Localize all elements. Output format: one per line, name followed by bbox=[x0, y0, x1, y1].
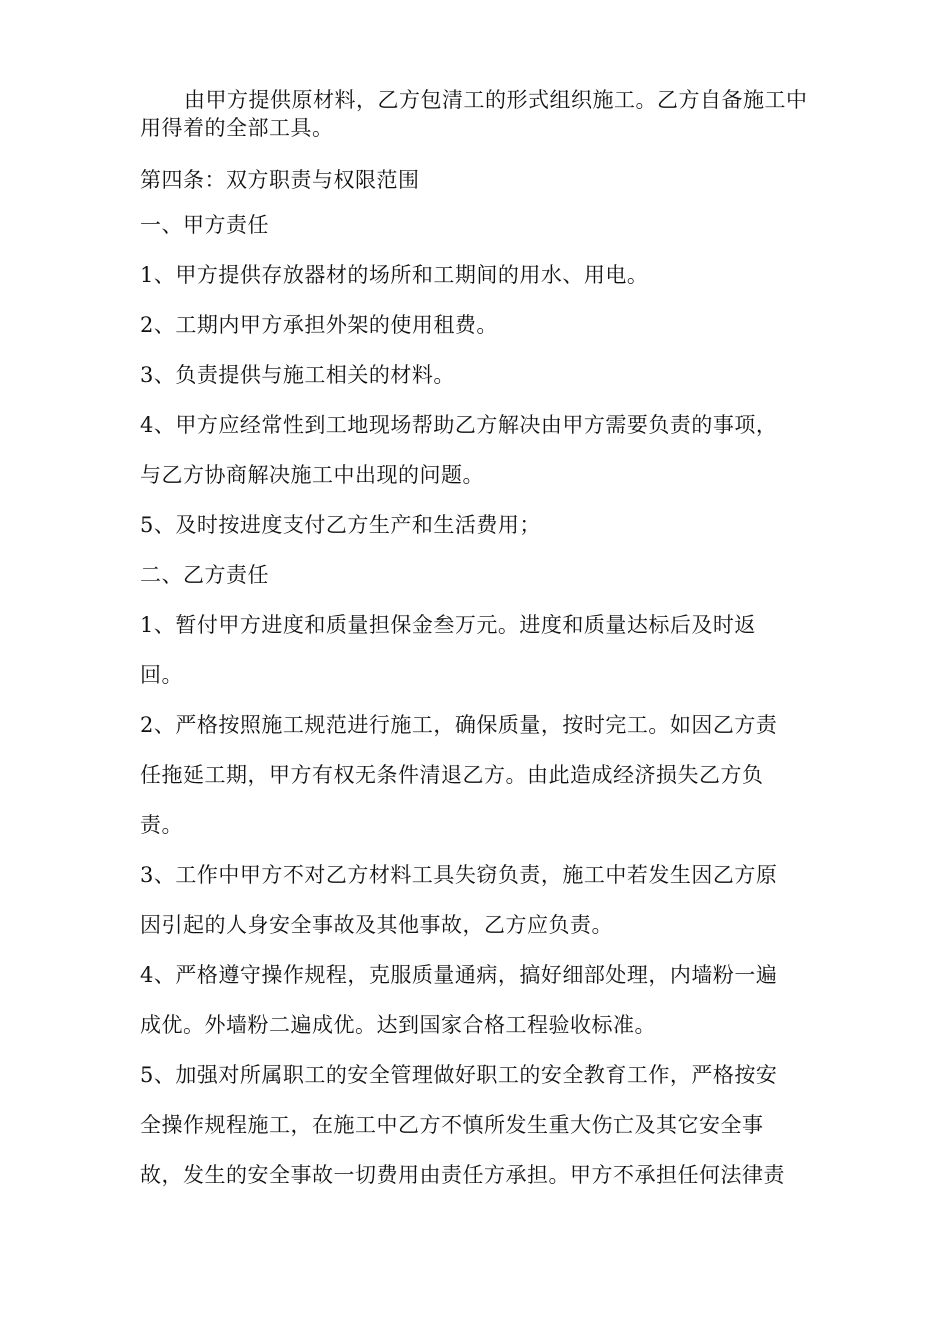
text-line: 全操作规程施工，在施工中乙方不慎所发生重大伤亡及其它安全事 bbox=[140, 1113, 764, 1137]
text-line: 5、加强对所属职工的安全管理做好职工的安全教育工作，严格按安 bbox=[140, 1063, 778, 1087]
section-heading-party-a: 一、甲方责任 bbox=[140, 213, 269, 237]
text-line: 故，发生的安全事故一切费用由责任方承担。甲方不承担任何法律责 bbox=[140, 1163, 785, 1187]
text-line: 1、甲方提供存放器材的场所和工期间的用水、用电。 bbox=[140, 263, 649, 287]
article-heading: 第四条：双方职责与权限范围 bbox=[140, 168, 420, 192]
text-line: 与乙方协商解决施工中出现的问题。 bbox=[140, 463, 484, 487]
text-line: 4、严格遵守操作规程，克服质量通病，搞好细部处理，内墙粉一遍 bbox=[140, 963, 778, 987]
text-line: 4、甲方应经常性到工地现场帮助乙方解决由甲方需要负责的事项， bbox=[140, 413, 778, 437]
section-heading-party-b: 二、乙方责任 bbox=[140, 563, 269, 587]
text-line: 3、工作中甲方不对乙方材料工具失窃负责，施工中若发生因乙方原 bbox=[140, 863, 778, 887]
document-page bbox=[140, 86, 820, 1200]
text-line: 2、工期内甲方承担外架的使用租费。 bbox=[140, 313, 498, 337]
text-line: 成优。外墙粉二遍成优。达到国家合格工程验收标准。 bbox=[140, 1013, 656, 1037]
text-line: 3、负责提供与施工相关的材料。 bbox=[140, 363, 455, 387]
text-line: 5、及时按进度支付乙方生产和生活费用； bbox=[140, 513, 541, 537]
intro-paragraph: 由甲方提供原材料，乙方包清工的形式组织施工。乙方自备施工中用得着的全部工具。 bbox=[140, 88, 808, 140]
text-line: 任拖延工期，甲方有权无条件清退乙方。由此造成经济损失乙方负 bbox=[140, 763, 764, 787]
text-line: 回。 bbox=[140, 663, 183, 687]
text-line: 因引起的人身安全事故及其他事故，乙方应负责。 bbox=[140, 913, 613, 937]
text-line: 1、暂付甲方进度和质量担保金叁万元。进度和质量达标后及时返 bbox=[140, 613, 756, 637]
text-line: 2、严格按照施工规范进行施工，确保质量，按时完工。如因乙方责 bbox=[140, 713, 778, 737]
text-line: 责。 bbox=[140, 813, 183, 837]
